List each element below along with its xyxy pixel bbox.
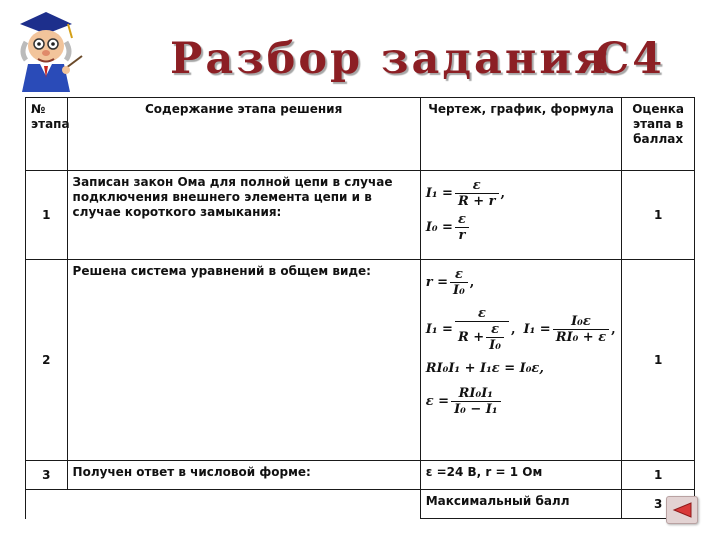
table-header-row (26, 98, 695, 171)
row-formulas (420, 171, 622, 260)
row-num: 1 (26, 171, 68, 260)
formula-den: I₀ (450, 282, 468, 298)
formula-num: RI₀I₁ (458, 386, 493, 401)
table-row (26, 171, 695, 260)
header-score: Оценка этапа в баллах (622, 98, 695, 171)
grading-table (25, 97, 695, 519)
formula-lhs: I₁ = (425, 186, 453, 201)
formula-tail: , (510, 322, 516, 337)
formula-den: I₀ (486, 337, 504, 353)
slide-title-main: Разбор задания (170, 34, 609, 84)
row-text: Получен ответ в числовой форме: (67, 461, 420, 490)
table-row-max (26, 490, 695, 519)
max-label: Максимальный балл (420, 490, 622, 519)
formula-lhs: r = (425, 275, 449, 290)
formula-tail: , (611, 322, 616, 337)
formula-tail: , (500, 186, 506, 201)
header-content: Содержание этапа решения (67, 98, 420, 171)
formula-tail: , (469, 275, 475, 290)
row-formulas (420, 260, 622, 461)
back-arrow-icon (671, 501, 693, 519)
formula-r (426, 267, 617, 298)
formula-num: ε (491, 322, 500, 337)
row-answer: ε =24 В, r = 1 Ом (420, 461, 622, 490)
back-button[interactable] (666, 496, 698, 524)
formula-short-circuit (426, 212, 617, 243)
row-score: 1 (622, 260, 695, 461)
formula-ohm-full (426, 178, 617, 209)
formula-lhs: I₀ = (425, 220, 453, 235)
formula-emf (426, 386, 617, 417)
formula-den: r (455, 227, 469, 243)
formula-lhs: I₁ = (425, 322, 453, 337)
row-text: Записан закон Ома для полной цепи в случае подключения внешнего элемента цепи и в случае короткого замыкания: (67, 171, 420, 260)
row-empty (67, 490, 420, 519)
header-drawing: Чертеж, график, формула (420, 98, 622, 171)
formula-den: R + r (455, 193, 499, 209)
header-num: № этапа (26, 98, 68, 171)
table-row (26, 260, 695, 461)
row-score: 1 (622, 461, 695, 490)
formula-num: ε (457, 212, 466, 227)
formula-den: RI₀ + ε (553, 329, 609, 345)
formula-num: I₀ε (571, 314, 591, 329)
row-num: 2 (26, 260, 68, 461)
formula-den: I₀ − I₁ (451, 401, 501, 417)
formula-num: ε (477, 306, 486, 321)
formula-num: ε (472, 178, 481, 193)
row-num: 3 (26, 461, 68, 490)
table-row (26, 461, 695, 490)
row-text: Решена система уравнений в общем виде: (67, 260, 420, 461)
row-score: 1 (622, 171, 695, 260)
slide-title-code: С4 (595, 34, 666, 84)
formula-den-left: R + (457, 330, 485, 345)
formula-lhs: ε = (425, 394, 450, 409)
formula-i1-pair (426, 306, 617, 353)
slide-title (170, 34, 666, 94)
formula-num: ε (454, 267, 463, 282)
formula-system: RI₀I₁ + I₁ε = I₀ε, (425, 361, 544, 376)
professor-mascot-icon (6, 6, 86, 94)
max-score: 3 (622, 490, 695, 519)
formula-lhs: I₁ = (523, 322, 551, 337)
